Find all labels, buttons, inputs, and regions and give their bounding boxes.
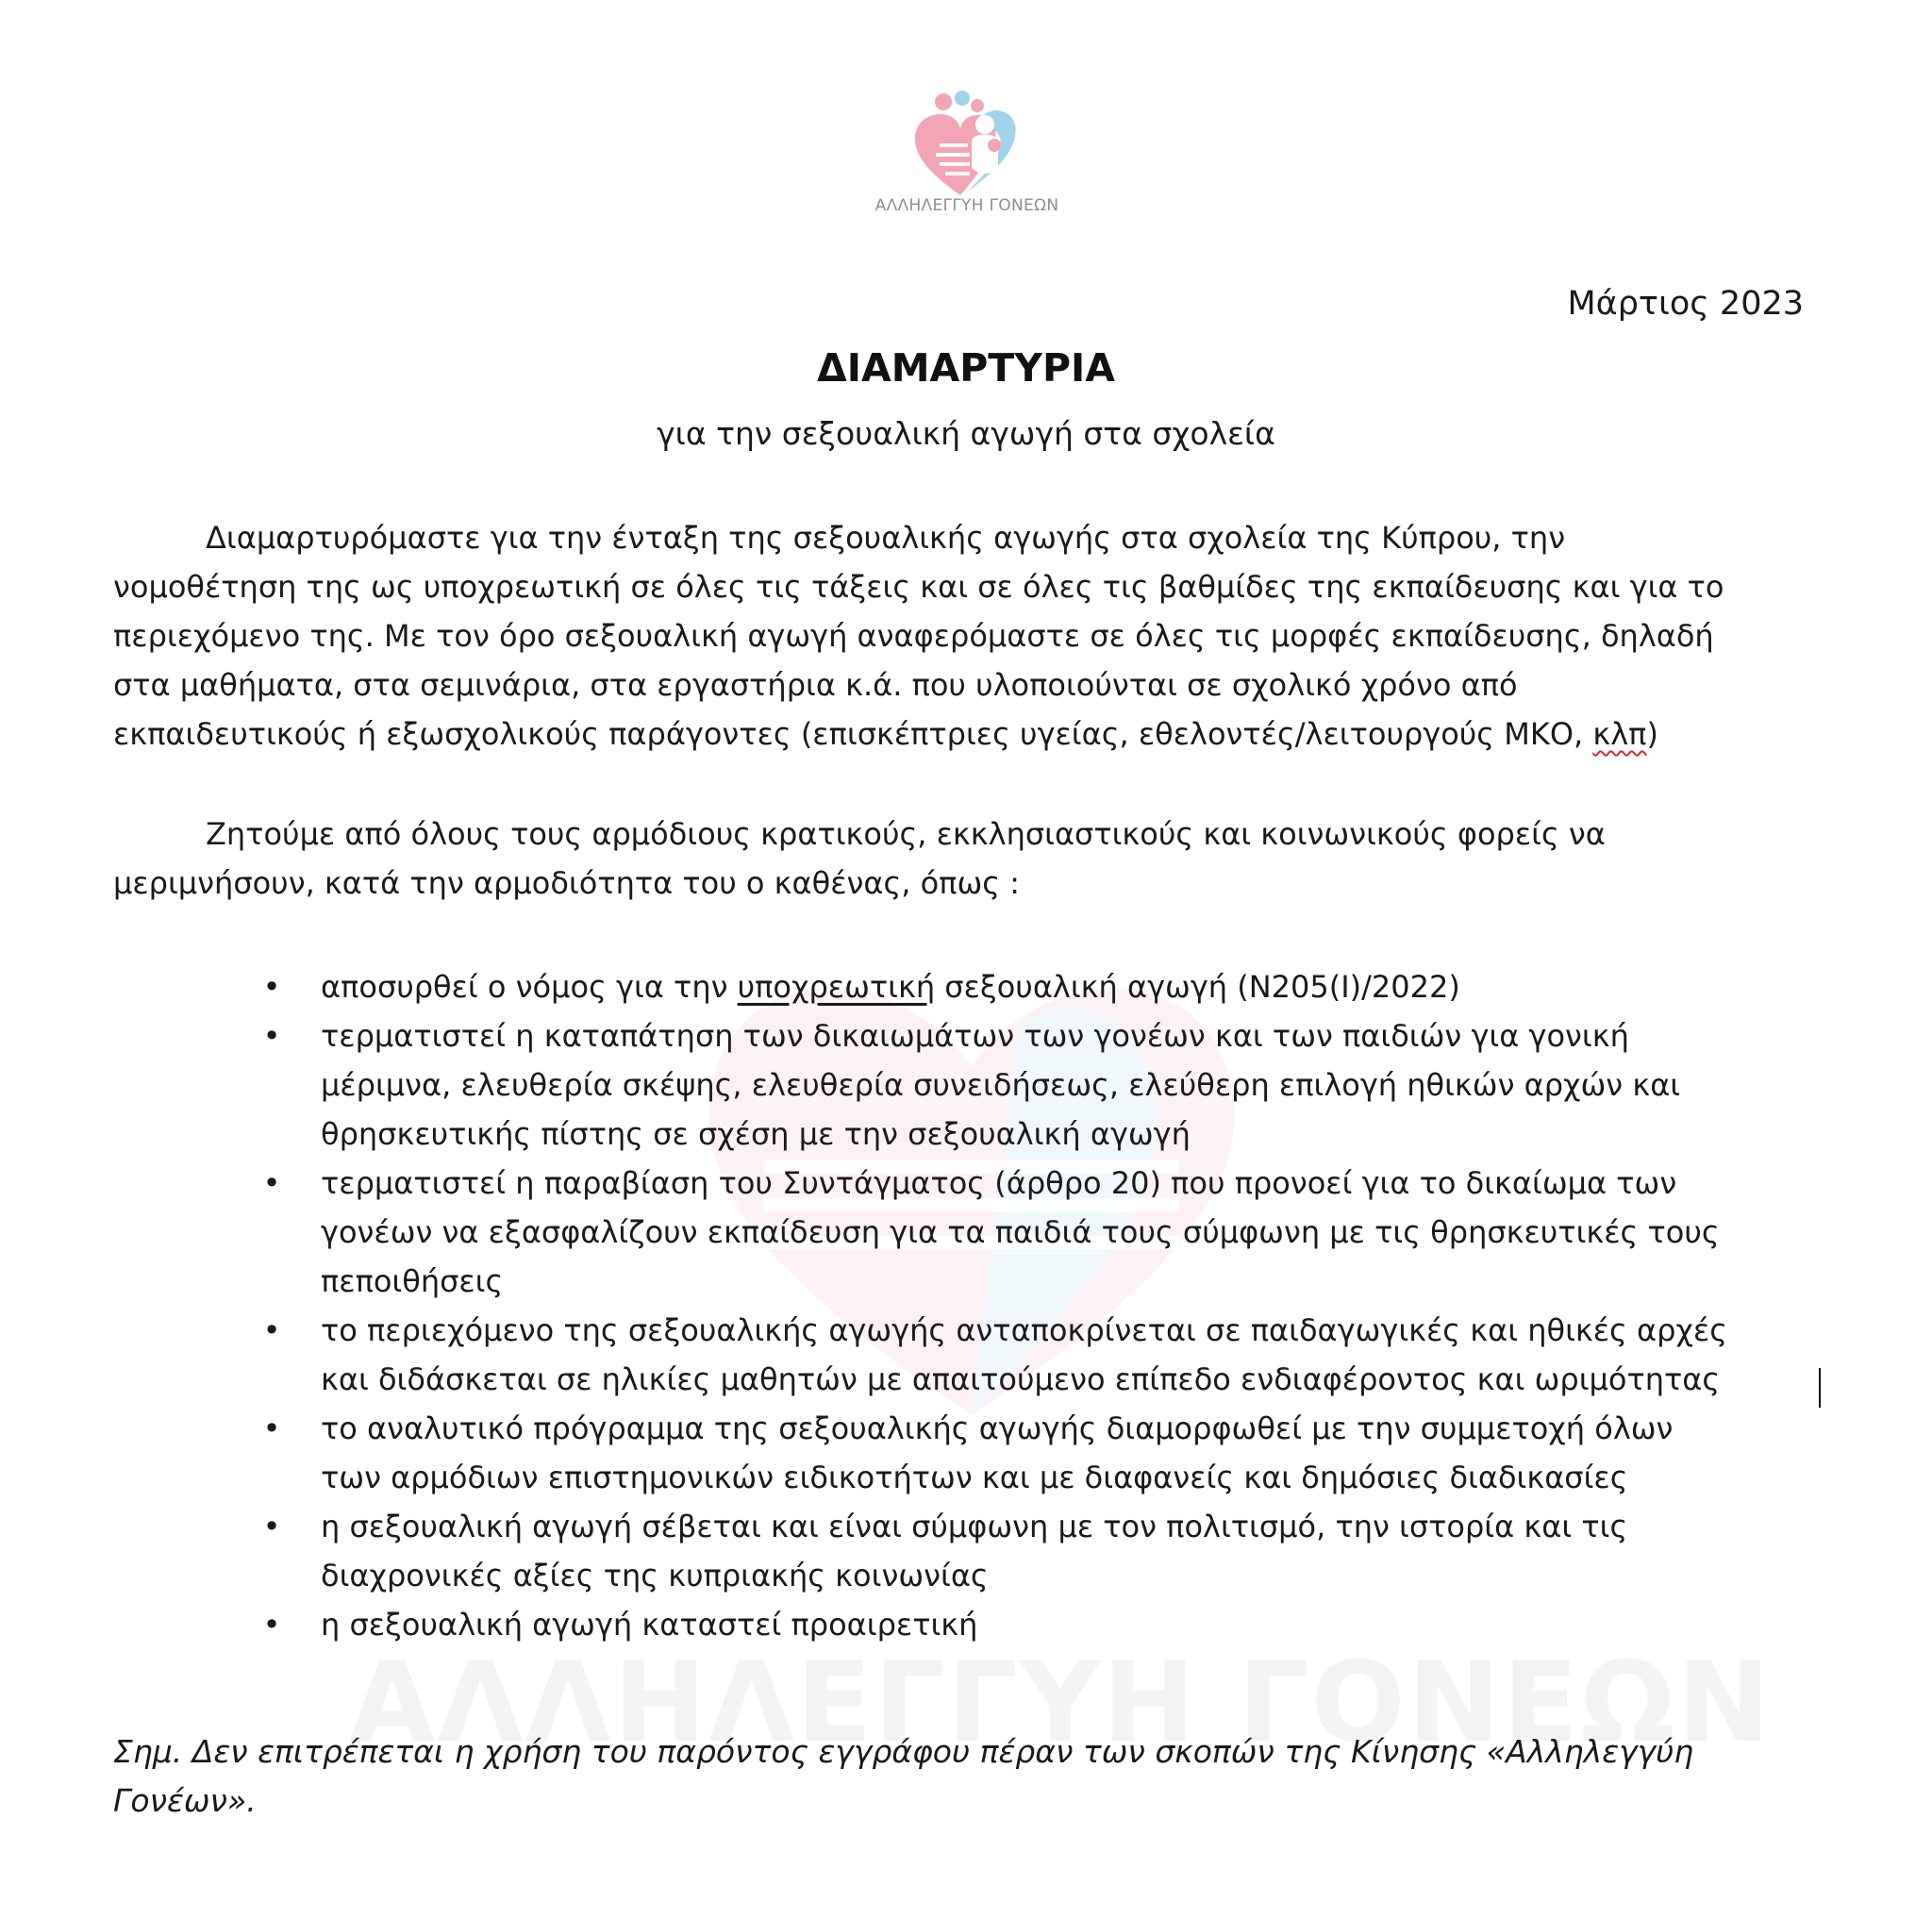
list-item-line: [321, 962, 1845, 1011]
list-item: [260, 1011, 1845, 1159]
list-item: [260, 1404, 1845, 1502]
document-date: Μάρτιος 2023: [1567, 285, 1804, 323]
list-item-line: τερματιστεί η παραβίαση του Συντάγματος (άρθρο 20) που προνοεί για το δικαίωμα των: [321, 1165, 1677, 1201]
list-item: [260, 1502, 1845, 1600]
intro-line-text: εκπαιδευτικούς ή εξωσχολικούς παράγοντες (επισκέπτριες υγείας, εθελοντές/λειτουργούς ΜΚΟ,: [113, 716, 1593, 752]
intro-line: περιεχόμενο της. Με τον όρο σεξουαλική αγωγή αναφερόμαστε σε όλες τις μορφές εκπαίδευσης, δηλαδή: [113, 618, 1714, 654]
list-item-line: το αναλυτικό πρόγραμμα της σεξουαλικής αγωγής διαμορφωθεί με την συμμετοχή όλων: [321, 1410, 1674, 1446]
bullet-marker: •: [262, 1312, 281, 1348]
intro-line: στα μαθήματα, στα σεμινάρια, στα εργαστήρια κ.ά. που υλοποιούνται σε σχολικό χρόνο από: [113, 667, 1518, 703]
request-line: μεριμνήσουν, κατά την αρμοδιότητα του ο καθένας, όπως :: [113, 865, 1020, 901]
list-item-line: το περιεχόμενο της σεξουαλικής αγωγής ανταποκρίνεται σε παιδαγωγικές και ηθικές αρχές: [321, 1312, 1727, 1348]
list-item-line: πεποιθήσεις: [321, 1263, 504, 1299]
note-line: Σημ. Δεν επιτρέπεται η χρήση του παρόντος εγγράφου πέραν των σκοπών της Κίνησης «Αλληλεγγύη: [113, 1733, 1694, 1770]
request-paragraph: [113, 809, 1811, 908]
demands-list: [260, 962, 1845, 1649]
bullet-marker: •: [262, 1607, 281, 1643]
intro-paragraph: [113, 513, 1811, 759]
heart-family-logo-icon: [906, 87, 1028, 200]
list-item-line: και διδάσκεται σε ηλικίες μαθητών με απαιτούμενο επίπεδο ενδιαφέροντος και ωριμότητας: [321, 1361, 1721, 1397]
bullet-marker: •: [262, 1410, 281, 1446]
bullet-marker: •: [262, 1018, 281, 1054]
list-item: [260, 1159, 1845, 1306]
list-item-line: η σεξουαλική αγωγή καταστεί προαιρετική: [321, 1607, 978, 1643]
list-item-line: διαχρονικές αξίες της κυπριακής κοινωνίας: [321, 1558, 989, 1594]
list-item-line: θρησκευτικής πίστης σε σχέση με την σεξουαλική αγωγή: [321, 1116, 1191, 1152]
list-item-line: μέριμνα, ελευθερία σκέψης, ελευθερία συνειδήσεως, ελεύθερη επιλογή ηθικών αρχών και: [321, 1067, 1681, 1103]
bullet-marker: •: [262, 1509, 281, 1544]
list-item: [260, 1600, 1845, 1649]
list-item-text: σεξουαλική αγωγή (Ν205(Ι)/2022): [935, 969, 1460, 1005]
request-line: Ζητούμε από όλους τους αρμόδιους κρατικούς, εκκλησιαστικούς και κοινωνικούς φορείς να: [206, 816, 1606, 852]
list-item-line: των αρμόδιων επιστημονικών ειδικοτήτων και με διαφανείς και δημόσιες διαδικασίες: [321, 1460, 1628, 1495]
list-item-line: γονέων να εξασφαλίζουν εκπαίδευση για τα παιδιά τους σύμφωνη με τις θρησκευτικές τους: [321, 1214, 1720, 1250]
spellcheck-flagged-word: κλπ: [1592, 716, 1647, 752]
underlined-word: υποχρεωτική: [737, 969, 936, 1005]
list-item-text: αποσυρθεί ο νόμος για την: [321, 969, 738, 1005]
note-line: Γονέων».: [113, 1782, 257, 1819]
text-cursor: [1819, 1368, 1821, 1408]
bullet-marker: •: [262, 1165, 281, 1201]
list-item: [260, 962, 1845, 1011]
intro-line: νομοθέτηση της ως υποχρεωτική σε όλες τις τάξεις και σε όλες τις βαθμίδες της εκπαίδευσης και για το: [113, 569, 1724, 605]
usage-note: [113, 1727, 1811, 1826]
logo-caption: ΑΛΛΗΛΕΓΓΥΗ ΓΟΝΕΩΝ: [874, 196, 1059, 215]
document-title: ΔΙΑΜΑΡΤΥΡΙΑ: [817, 345, 1115, 391]
intro-line-last: [113, 709, 1811, 759]
list-item-line: τερματιστεί η καταπάτηση των δικαιωμάτων των γονέων και των παιδιών για γονική: [321, 1018, 1629, 1054]
list-item-line: η σεξουαλική αγωγή σέβεται και είναι σύμφωνη με τον πολιτισμό, την ιστορία και τις: [321, 1509, 1628, 1544]
bullet-marker: •: [262, 969, 281, 1005]
intro-line: Διαμαρτυρόμαστε για την ένταξη της σεξουαλικής αγωγής στα σχολεία της Κύπρου, την: [206, 520, 1566, 556]
list-item: [260, 1306, 1845, 1404]
intro-close-paren: ): [1646, 716, 1658, 752]
document-subtitle: για την σεξουαλική αγωγή στα σχολεία: [657, 415, 1275, 452]
